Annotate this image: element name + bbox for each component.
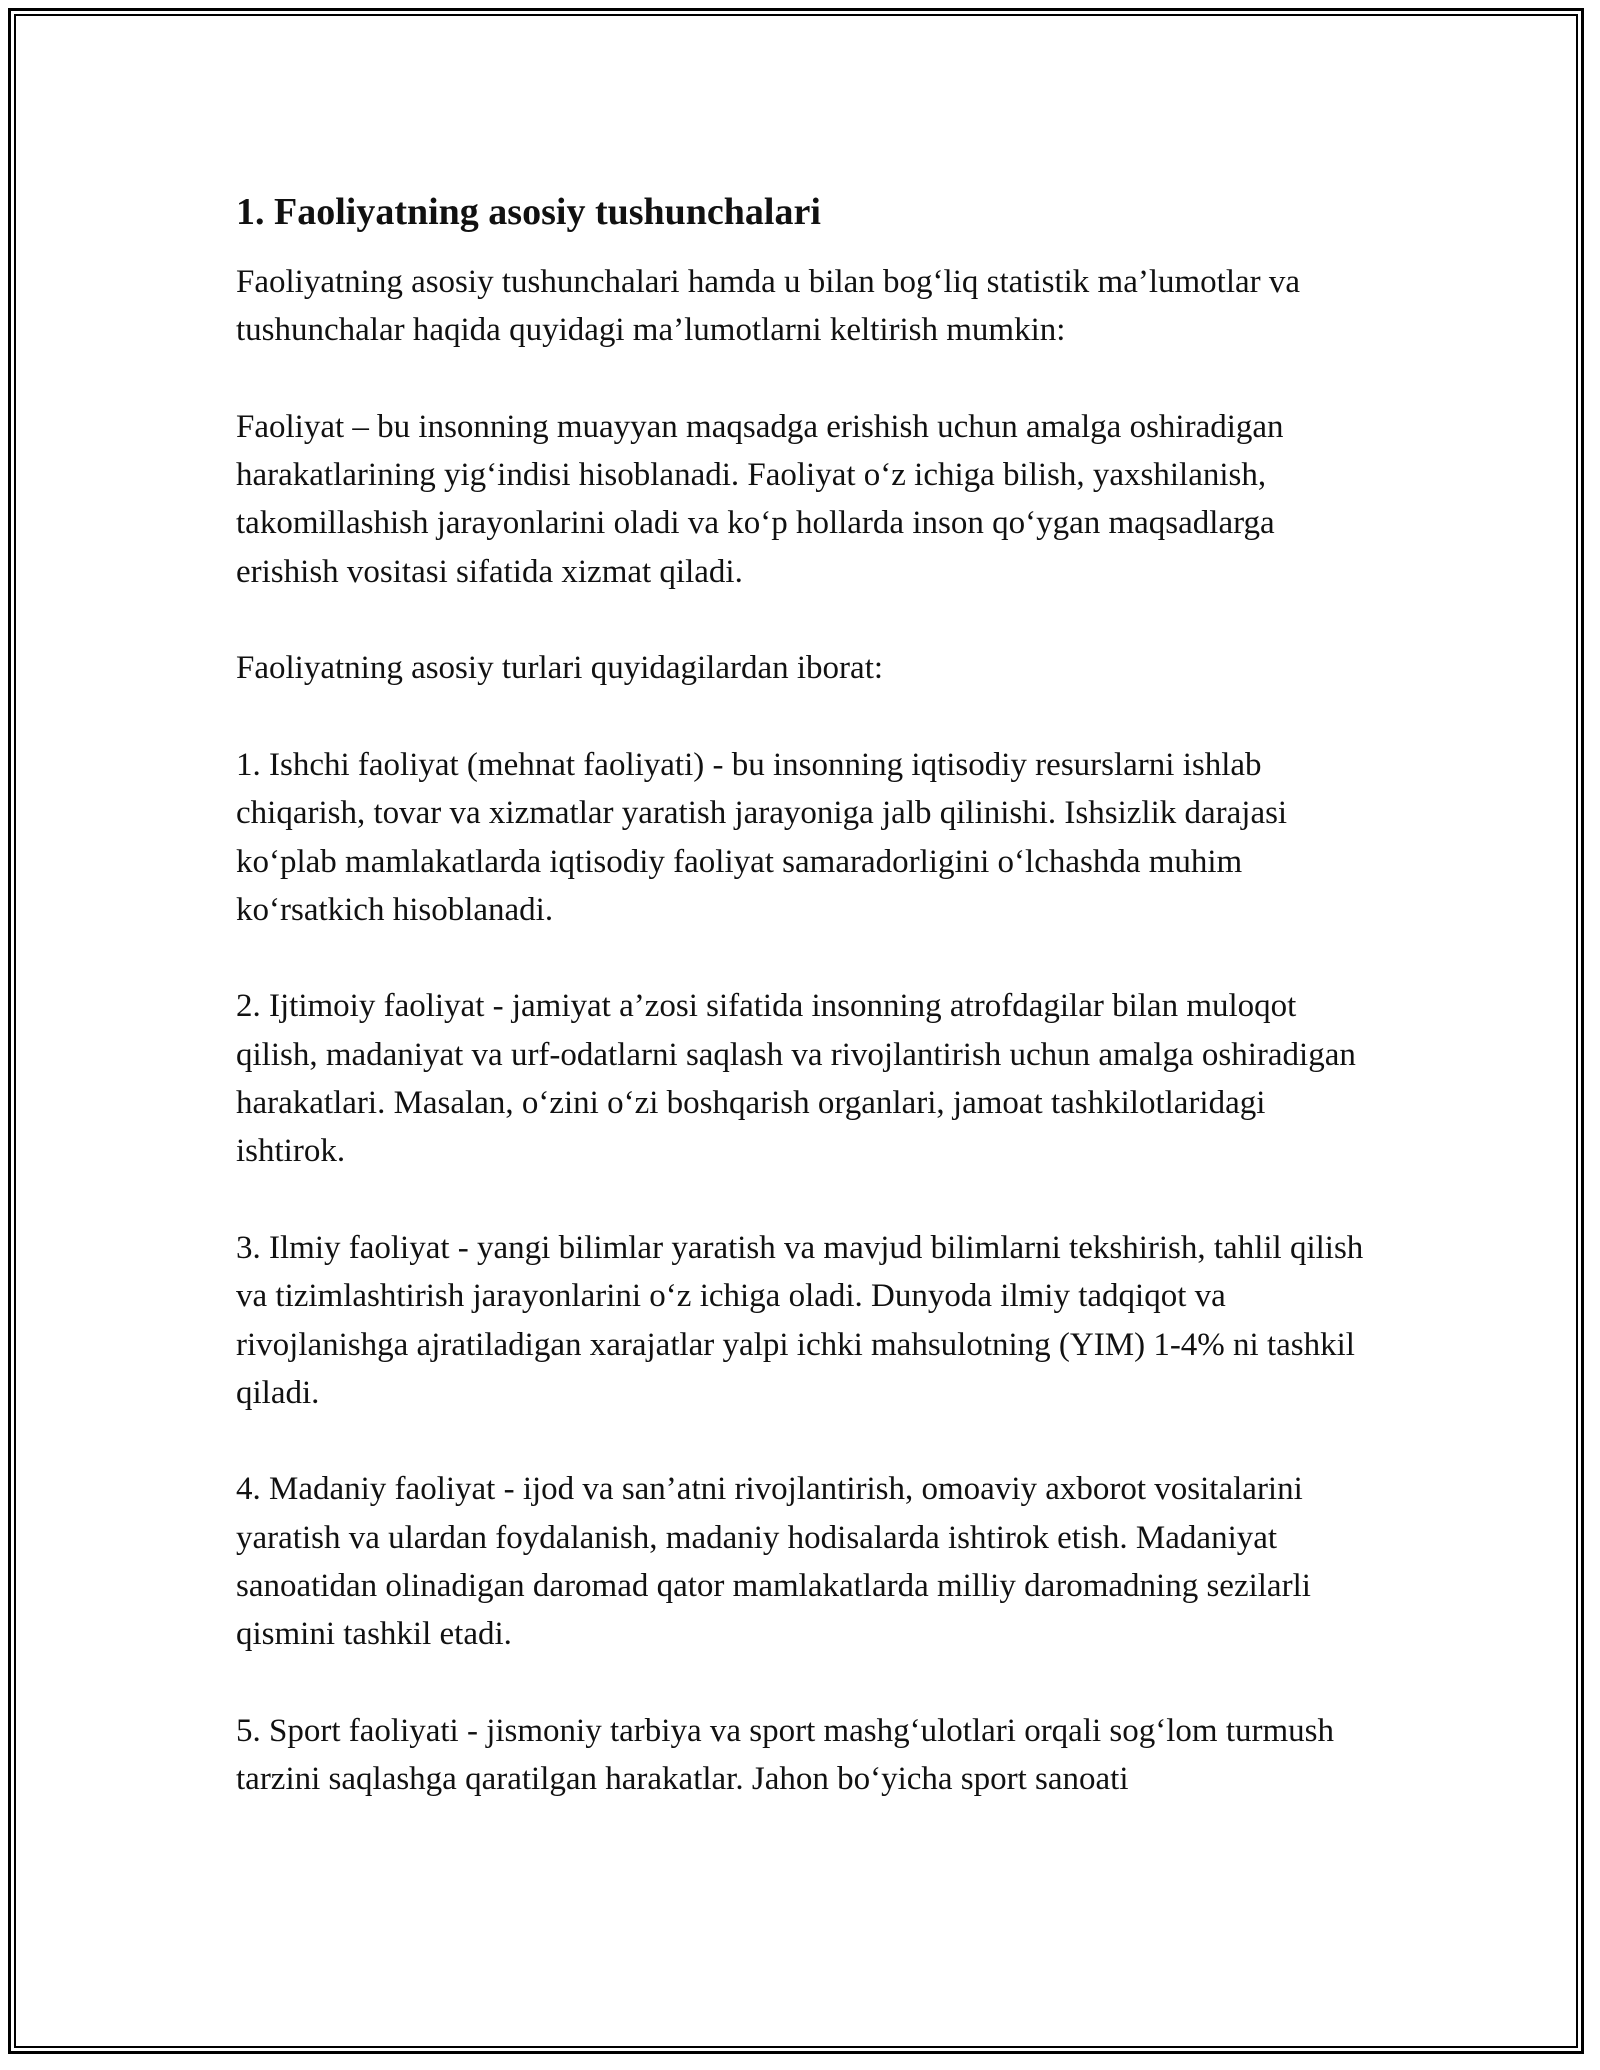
types-lead-paragraph: Faoliyatning asosiy turlari quyidagilardan iborat: [236, 650, 884, 687]
list-item-scientific-activity: 3. Ilmiy faoliyat - yangi bilimlar yaratish va mavjud bilimlarni tekshirish, tahlil qilish va tizimlashtirish jarayonlarini o‘z ichiga oladi. Dunyoda ilmiy tadqiqot va rivojlanishga ajratiladigan xarajatlar yalpi ichki mahsulotning (YIM) 1-4% ni tashkil qiladi. [236, 1229, 1364, 1411]
list-item-social-activity: 2. Ijtimoiy faoliyat - jamiyat a’zosi sifatida insonning atrofdagilar bilan muloqot qilish, madaniyat va urf-odatlarni saqlash va rivojlantirish uchun amalga oshiradigan harakatlari. Masalan, o‘zini o‘zi boshqarish organlari, jamoat tashkilotlaridagi ishtirok. [236, 988, 1356, 1170]
list-item-cultural-activity: 4. Madaniy faoliyat - ijod va san’atni rivojlantirish, omoaviy axborot vositalarini yaratish va ulardan foydalanish, madaniy hodisalarda ishtirok etish. Madaniyat sanoatidan olinadigan daromad qator mamlakatlarda milliy daromadning sezilarli qismini tashkil etadi. [236, 1471, 1311, 1653]
document-body [236, 180, 1366, 1804]
section-heading: 1. Faoliyatning asosiy tushunchalari [236, 191, 821, 233]
definition-paragraph: Faoliyat – bu insonning muayyan maqsadga erishish uchun amalga oshiradigan harakatlarining yig‘indisi hisoblanadi. Faoliyat o‘z ichiga bilish, yaxshilanish, takomillashish jarayonlarini oladi va ko‘p hollarda inson qo‘ygan maqsadlarga erishish vositasi sifatida xizmat qiladi. [236, 408, 1284, 590]
list-item-sport-activity: 5. Sport faoliyati - jismoniy tarbiya va sport mashg‘ulotlari orqali sog‘lom turmush tarzini saqlashga qaratilgan harakatlar. Jahon bo‘yicha sport sanoati [236, 1712, 1335, 1798]
intro-paragraph: Faoliyatning asosiy tushunchalari hamda u bilan bog‘liq statistik ma’lumotlar va tushunchalar haqida quyidagi ma’lumotlarni keltirish mumkin: [236, 264, 1301, 349]
list-item-work-activity: 1. Ishchi faoliyat (mehnat faoliyati) - bu insonning iqtisodiy resurslarni ishlab chiqarish, tovar va xizmatlar yaratish jarayoniga jalb qilinishi. Ishsizlik darajasi ko‘plab mamlakatlarda iqtisodiy faoliyat samaradorligini o‘lchashda muhim ko‘rsatkich hisoblanadi. [236, 746, 1288, 928]
